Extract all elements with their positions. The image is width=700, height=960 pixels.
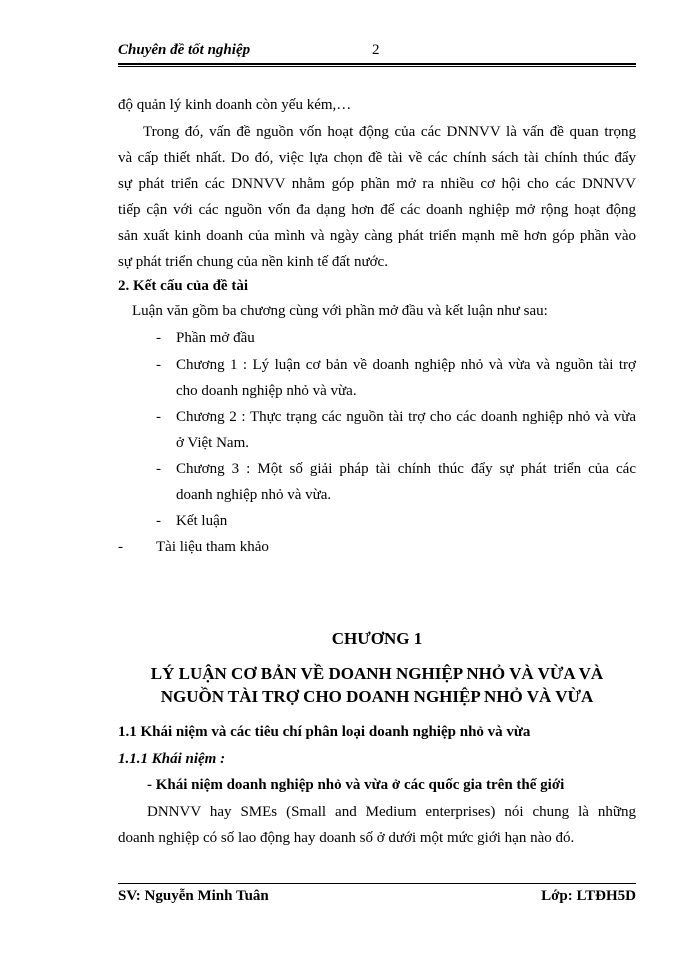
list-dash: - — [118, 539, 123, 555]
list-item: Kết luận — [176, 513, 228, 529]
list-item: Chương 1 : Lý luận cơ bản về doanh nghiệp nhỏ và vừa và nguồn tài trợ — [176, 357, 636, 373]
paragraph-line: doanh nghiệp có số lao động hay doanh số ở dưới một mức giới hạn nào đó. — [118, 830, 575, 846]
section-intro: Luận văn gồm ba chương cùng với phần mở đầu và kết luận như sau: — [132, 303, 548, 319]
paragraph-line: sự phát triển chung của nền kinh tế đất nước. — [118, 254, 388, 270]
list-item-cont: cho doanh nghiệp nhỏ và vừa. — [176, 383, 357, 399]
section-heading-1-1-1: 1.1.1 Khái niệm : — [118, 751, 226, 767]
sub-heading: - Khái niệm doanh nghiệp nhỏ và vừa ở các quốc gia trên thế giới — [147, 777, 565, 793]
section-heading: 2. Kết cấu của đề tài — [118, 278, 248, 294]
list-item-references: Tài liệu tham khảo — [156, 539, 269, 555]
section-heading-1-1: 1.1 Khái niệm và các tiêu chí phân loại doanh nghiệp nhỏ và vừa — [118, 724, 531, 740]
header-rule-thin — [118, 66, 636, 67]
footer-student: SV: Nguyễn Minh Tuân — [118, 888, 269, 904]
list-item: Phần mở đầu — [176, 330, 255, 346]
paragraph-line: và cấp thiết nhất. Do đó, việc lựa chọn đề tài về các chính sách tài chính thúc đẩy — [118, 150, 636, 166]
chapter-title-line: NGUỒN TÀI TRỢ CHO DOANH NGHIỆP NHỎ VÀ VỪA — [160, 687, 594, 706]
paragraph-line: sản xuất kinh doanh của mình và ngày càng phát triển mạnh mẽ hơn góp phần vào — [118, 228, 636, 244]
header-title: Chuyên đề tốt nghiệp — [118, 42, 251, 58]
paragraph-line: DNNVV hay SMEs (Small and Medium enterprises) nói chung là những — [147, 804, 636, 820]
list-item: Chương 2 : Thực trạng các nguồn tài trợ cho các doanh nghiệp nhỏ và vừa — [176, 409, 636, 425]
paragraph-line: sự phát triển các DNNVV nhằm góp phần mở ra nhiều cơ hội cho các DNNVV — [118, 176, 636, 192]
list-item-cont: ở Việt Nam. — [176, 435, 249, 451]
paragraph-line: tiếp cận với các nguồn vốn đa dạng hơn để các doanh nghiệp mở rộng hoạt động — [118, 202, 636, 218]
list-item: Chương 3 : Một số giải pháp tài chính thúc đẩy sự phát triển của các — [176, 461, 636, 477]
footer-rule — [118, 883, 636, 884]
list-dash: - — [156, 461, 161, 477]
footer-class: Lớp: LTĐH5D — [541, 888, 636, 904]
chapter-label: CHƯƠNG 1 — [331, 629, 423, 648]
header-rule — [118, 63, 636, 65]
list-dash: - — [156, 409, 161, 425]
list-item-cont: doanh nghiệp nhỏ và vừa. — [176, 487, 332, 503]
list-dash: - — [156, 330, 161, 346]
paragraph-line: Trong đó, vấn đề nguồn vốn hoạt động của các DNNVV là vấn đề quan trọng — [143, 124, 636, 140]
list-dash: - — [156, 357, 161, 373]
paragraph-continuation: độ quản lý kinh doanh còn yếu kém,… — [118, 97, 352, 113]
chapter-title-line: LÝ LUẬN CƠ BẢN VỀ DOANH NGHIỆP NHỎ VÀ VỪA VÀ — [150, 664, 604, 683]
page-number: 2 — [372, 42, 380, 58]
list-dash: - — [156, 513, 161, 529]
